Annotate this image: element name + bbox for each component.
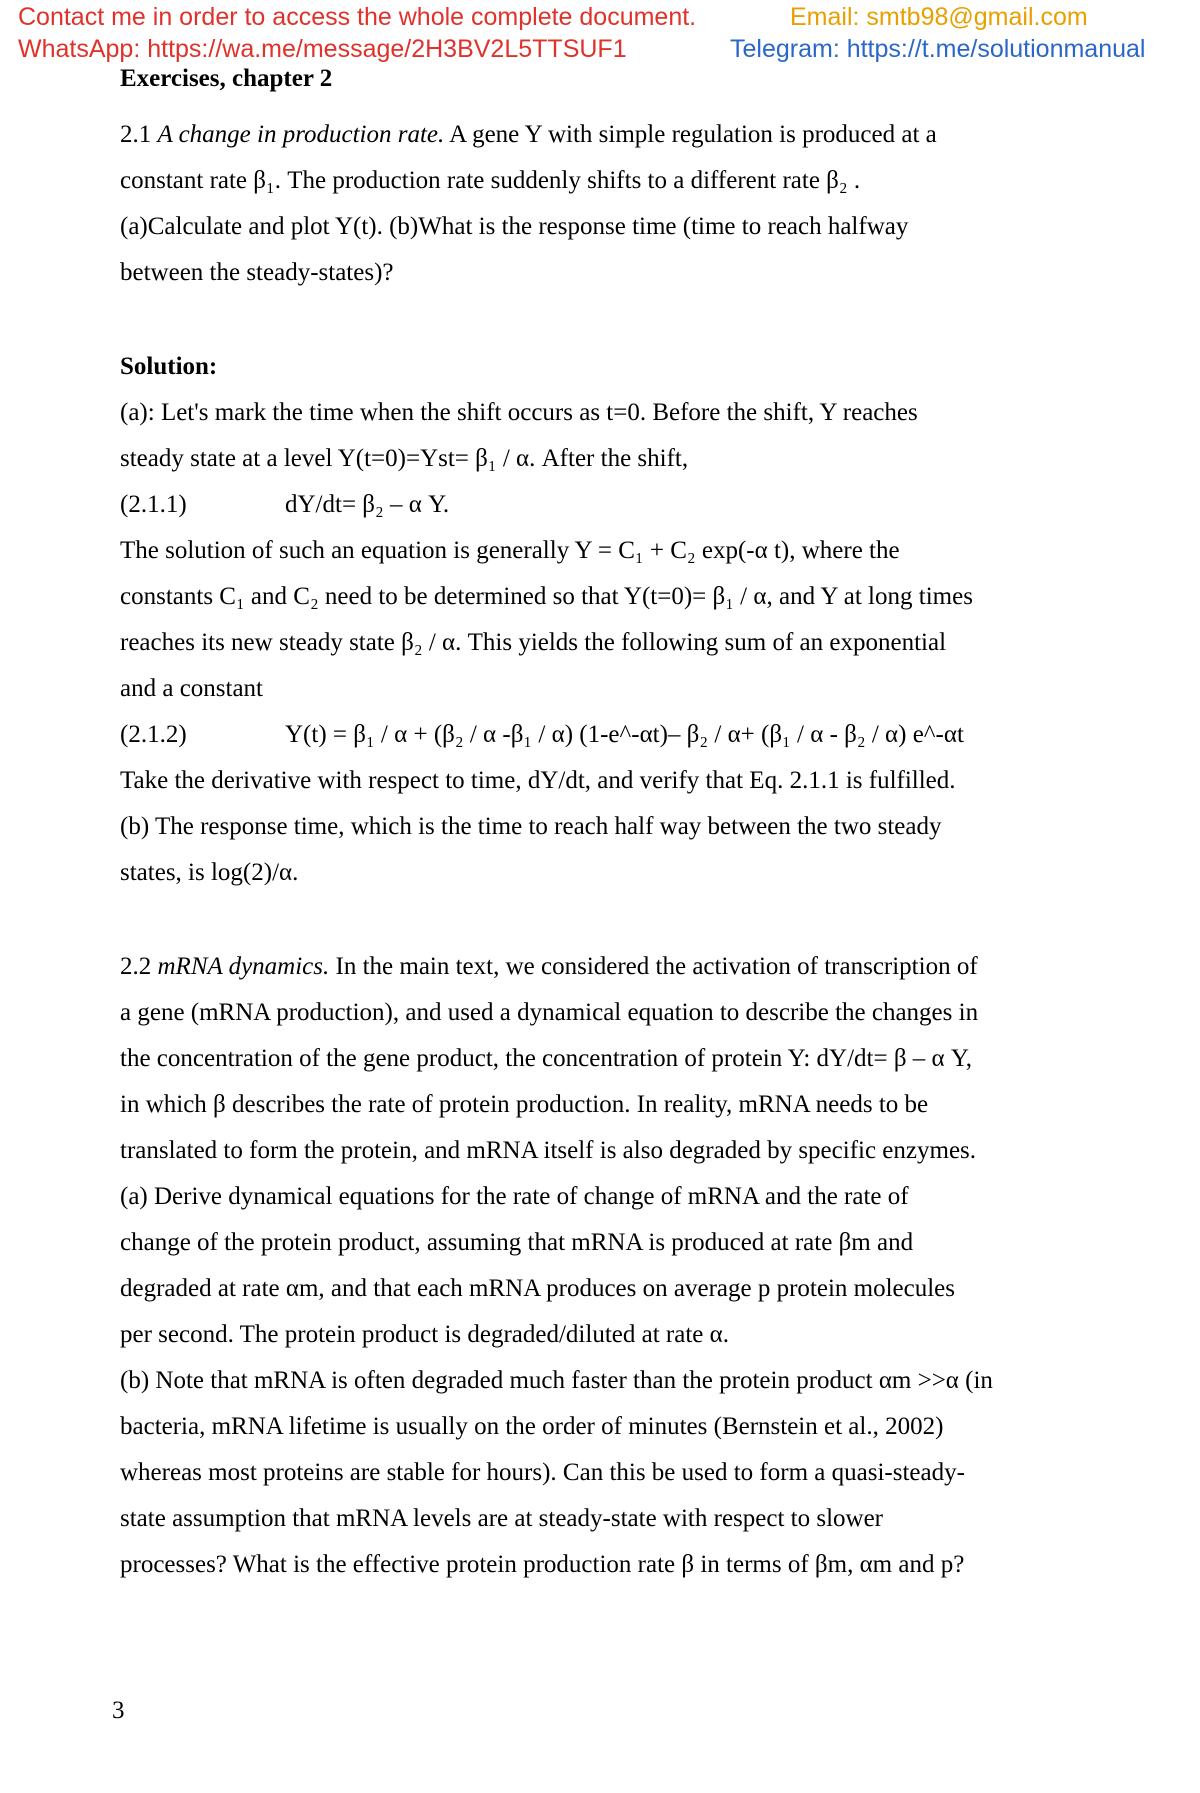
ex22-line-5: translated to form the protein, and mRNA itself is also degraded by specific enzymes. — [120, 1137, 977, 1164]
ex22-line-9: per second. The protein product is degraded/diluted at rate α. — [120, 1321, 729, 1348]
ex22-title: mRNA dynamics. — [157, 953, 330, 980]
page-title: Exercises, chapter 2 — [120, 65, 333, 92]
contact-text: Contact me in order to access the whole complete document. — [18, 3, 697, 31]
ex22-line-7: change of the protein product, assuming that mRNA is produced at rate βm and — [120, 1229, 914, 1256]
email-link[interactable]: Email: smtb98@gmail.com — [790, 3, 1088, 31]
ex22-line-1 — [120, 952, 978, 982]
eq2-number: (2.1.2) — [120, 721, 187, 748]
ex22-number: 2.2 — [120, 953, 152, 980]
solution-line-4: constants C₁ and C₂ need to be determined so that Y(t=0)= β₁ / α, and Y at long times — [120, 583, 973, 610]
solution-heading: Solution: — [120, 353, 218, 380]
solution-line-1: (a): Let's mark the time when the shift occurs as t=0. Before the shift, Y reaches — [120, 399, 918, 426]
ex21-line-3: (a)Calculate and plot Y(t). (b)What is the response time (time to reach halfway — [120, 213, 909, 240]
solution-line-7: Take the derivative with respect to time, dY/dt, and verify that Eq. 2.1.1 is fulfilled. — [120, 767, 956, 794]
ex21-line-1 — [120, 120, 937, 150]
ex22-line-3: the concentration of the gene product, the concentration of protein Y: dY/dt= β – α Y, — [120, 1045, 972, 1072]
ex21-text-1: A gene Y with simple regulation is produced at a — [444, 121, 937, 148]
ex22-line-12: whereas most proteins are stable for hours). Can this be used to form a quasi-steady- — [120, 1459, 965, 1486]
equation-2-1-1 — [120, 490, 449, 520]
eq2-body: Y(t) = β₁ / α + (β₂ / α -β₁ / α) (1-e^-αt)– β₂ / α+ (β₁ / α - β₂ / α) e^-αt — [285, 721, 964, 748]
ex21-title: A change in production rate. — [157, 121, 445, 148]
solution-line-5: reaches its new steady state β₂ / α. This yields the following sum of an exponential — [120, 629, 947, 656]
ex22-line-10: (b) Note that mRNA is often degraded much faster than the protein product αm >>α (in — [120, 1367, 993, 1394]
telegram-link[interactable]: Telegram: https://t.me/solutionmanual — [730, 35, 1146, 63]
ex22-line-14: processes? What is the effective protein production rate β in terms of βm, αm and p? — [120, 1551, 965, 1578]
equation-2-1-2 — [120, 720, 964, 750]
eq1-body: dY/dt= β₂ – α Y. — [285, 491, 450, 518]
ex21-number: 2.1 — [120, 121, 152, 148]
whatsapp-link[interactable]: WhatsApp: https://wa.me/message/2H3BV2L5TTSUF1 — [18, 35, 627, 63]
ex21-line-4: between the steady-states)? — [120, 259, 394, 286]
solution-line-6: and a constant — [120, 675, 264, 702]
ex22-line-11: bacteria, mRNA lifetime is usually on the order of minutes (Bernstein et al., 2002) — [120, 1413, 944, 1440]
ex21-line-2: constant rate β₁. The production rate suddenly shifts to a different rate β₂ . — [120, 167, 861, 194]
ex22-line-13: state assumption that mRNA levels are at steady-state with respect to slower — [120, 1505, 884, 1532]
solution-line-3: The solution of such an equation is generally Y = C₁ + C₂ exp(-α t), where the — [120, 537, 900, 564]
solution-line-2: steady state at a level Y(t=0)=Yst= β₁ / α. After the shift, — [120, 445, 689, 472]
ex22-line-2: a gene (mRNA production), and used a dynamical equation to describe the changes in — [120, 999, 979, 1026]
solution-line-8: (b) The response time, which is the time to reach half way between the two steady — [120, 813, 942, 840]
ex22-text-1: In the main text, we considered the activation of transcription of — [329, 953, 978, 980]
page-number: 3 — [112, 1697, 125, 1724]
ex22-line-4: in which β describes the rate of protein production. In reality, mRNA needs to be — [120, 1091, 929, 1118]
solution-line-9: states, is log(2)/α. — [120, 859, 299, 886]
ex22-line-8: degraded at rate αm, and that each mRNA produces on average p protein molecules — [120, 1275, 956, 1302]
eq1-number: (2.1.1) — [120, 491, 187, 518]
ex22-line-6: (a) Derive dynamical equations for the rate of change of mRNA and the rate of — [120, 1183, 909, 1210]
